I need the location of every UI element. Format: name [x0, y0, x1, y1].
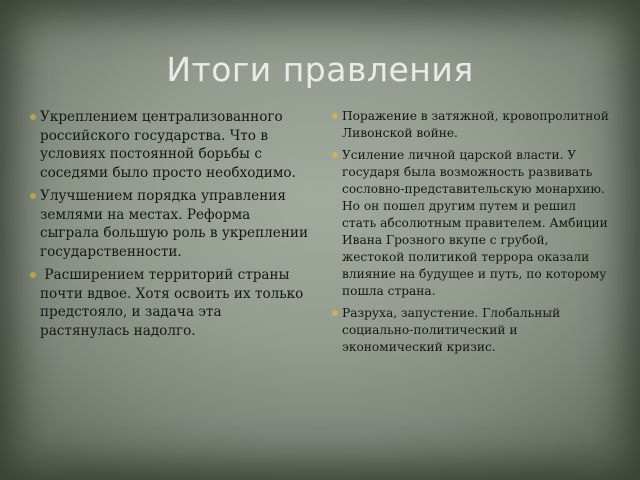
- list-item: [40, 266, 312, 340]
- list-item-text: Укреплением централизованного российского государства. Что в условиях постоянной борьбы с соседями было просто необходимо.: [40, 109, 296, 181]
- list-item: [342, 147, 614, 300]
- slide-title: Итоги правления: [166, 50, 474, 89]
- list-item: [342, 305, 614, 356]
- list-item-text: Расширением территорий страны почти вдвое. Хотя освоить их только предстояло, и задача эта растянулась надолго.: [40, 267, 308, 339]
- bullet-dot-icon: [30, 114, 36, 120]
- bullet-dot-icon: [30, 193, 36, 199]
- bullet-dot-icon: [30, 272, 36, 278]
- left-bullet-list: [40, 108, 312, 345]
- list-item-text: Разруха, запустение. Глобальный социально-политический и экономический кризис.: [342, 306, 561, 354]
- list-item: [40, 108, 312, 182]
- bullet-dot-icon: [332, 152, 338, 158]
- right-bullet-list: [342, 108, 614, 361]
- list-item: [342, 108, 614, 142]
- list-item-text: Усиление личной царской власти. У государя была возможность развивать сословно-представительскую монархию. Но он пошел другим путем и решил стать абсолютным правителем. Амбиции Ивана Грозного вкупе с грубой, жестокой политикой террора оказали влияние на будущее и путь, по которому пошла страна.: [342, 148, 608, 298]
- bullet-dot-icon: [332, 310, 338, 316]
- bullet-dot-icon: [332, 113, 338, 119]
- list-item-text: Поражение в затяжной, кровопролитной Ливонской войне.: [342, 109, 609, 140]
- list-item: [40, 187, 312, 261]
- list-item-text: Улучшением порядка управления землями на местах. Реформа сыграла большую роль в укреплении государственности.: [40, 188, 308, 260]
